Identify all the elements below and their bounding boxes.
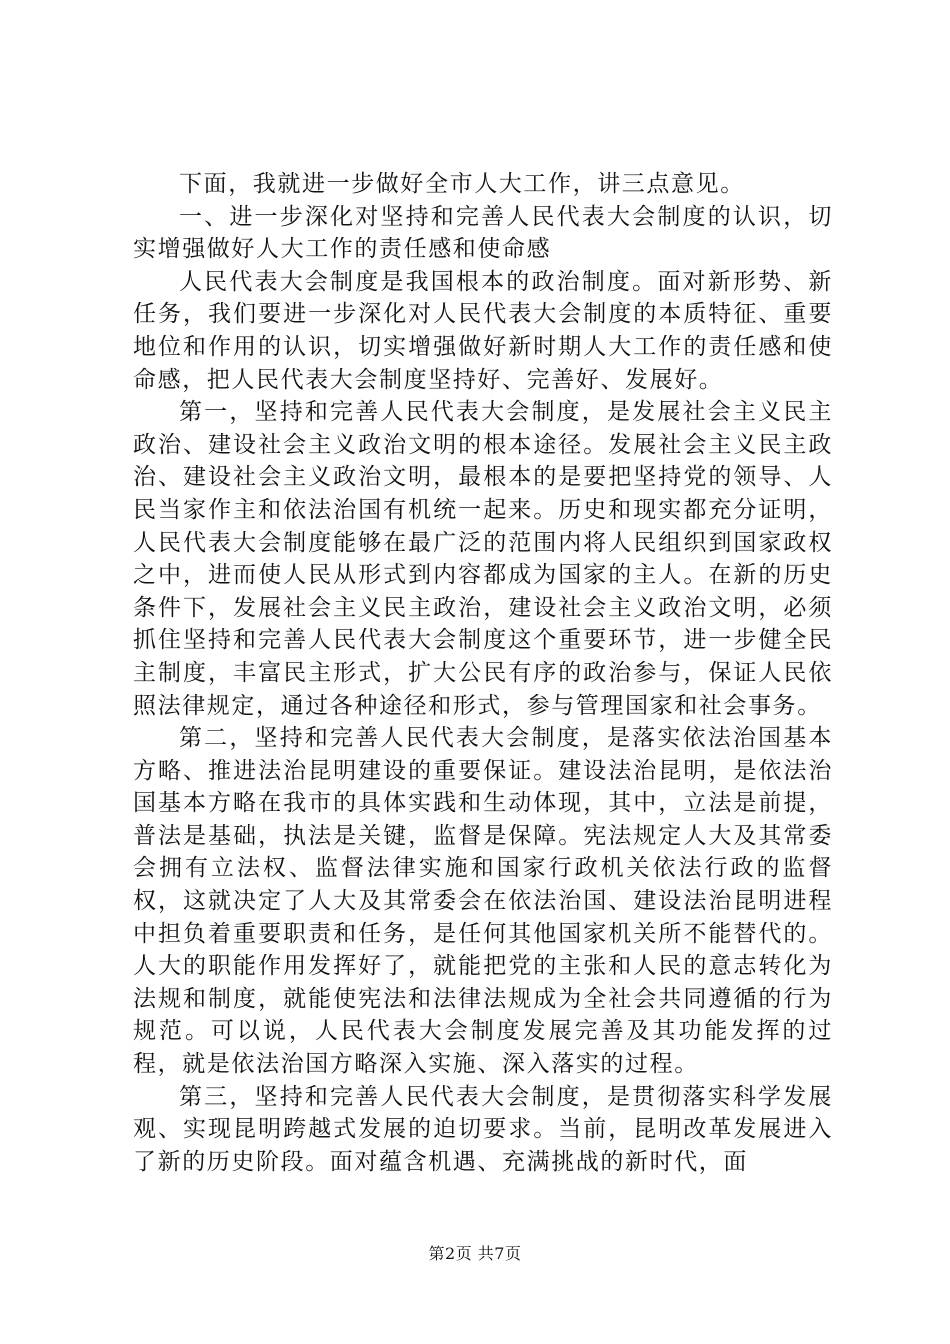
paragraph-point-second: 第二，坚持和完善人民代表大会制度，是落实依法治国基本方略、推进法治昆明建设的重要保证。建设法治昆明，是依法治国基本方略在我市的具体实践和生动体现，其中，立法是前提，普法是基础，执法是关键，监督是保障。宪法规定人大及其常委会拥有立法权、监督法律实施和国家行政机关依法行政的监督权，这就决定了人大及其常委会在依法治国、建设法治昆明进程中担负着重要职责和任务，是任何其他国家机关所不能替代的。人大的职能作用发挥好了，就能把党的主张和人民的意志转化为法规和制度，就能使宪法和法律法规成为全社会共同遵循的行为规范。可以说，人民代表大会制度发展完善及其功能发挥的过程，就是依法治国方略深入实施、深入落实的过程。 xyxy=(133,725,833,1078)
document-body xyxy=(133,168,833,1178)
paragraph-overview: 人民代表大会制度是我国根本的政治制度。面对新形势、新任务，我们要进一步深化对人民代表大会制度的本质特征、重要地位和作用的认识，切实增强做好新时期人大工作的责任感和使命感，把人民代表大会制度坚持好、完善好、发展好。 xyxy=(133,268,833,393)
paragraph-point-third: 第三，坚持和完善人民代表大会制度，是贯彻落实科学发展观、实现昆明跨越式发展的迫切要求。当前，昆明改革发展进入了新的历史阶段。面对蕴含机遇、充满挑战的新时代，面 xyxy=(133,1083,833,1175)
paragraph-point-first: 第一，坚持和完善人民代表大会制度，是发展社会主义民主政治、建设社会主义政治文明的根本途径。发展社会主义民主政治、建设社会主义政治文明，最根本的是要把坚持党的领导、人民当家作主和依法治国有机统一起来。历史和现实都充分证明，人民代表大会制度能够在最广泛的范围内将人民组织到国家政权之中，进而使人民从形式到内容都成为国家的主人。在新的历史条件下，发展社会主义民主政治，建设社会主义政治文明，必须抓住坚持和完善人民代表大会制度这个重要环节，进一步健全民主制度，丰富民主形式，扩大公民有序的政治参与，保证人民依照法律规定，通过各种途径和形式，参与管理国家和社会事务。 xyxy=(133,399,833,719)
section-heading-one: 一、进一步深化对坚持和完善人民代表大会制度的认识，切实增强做好人大工作的责任感和使命感 xyxy=(133,203,833,263)
page-number-footer: 第2页 共7页 xyxy=(428,1244,522,1263)
paragraph-intro: 下面，我就进一步做好全市人大工作，讲三点意见。 xyxy=(179,171,745,197)
